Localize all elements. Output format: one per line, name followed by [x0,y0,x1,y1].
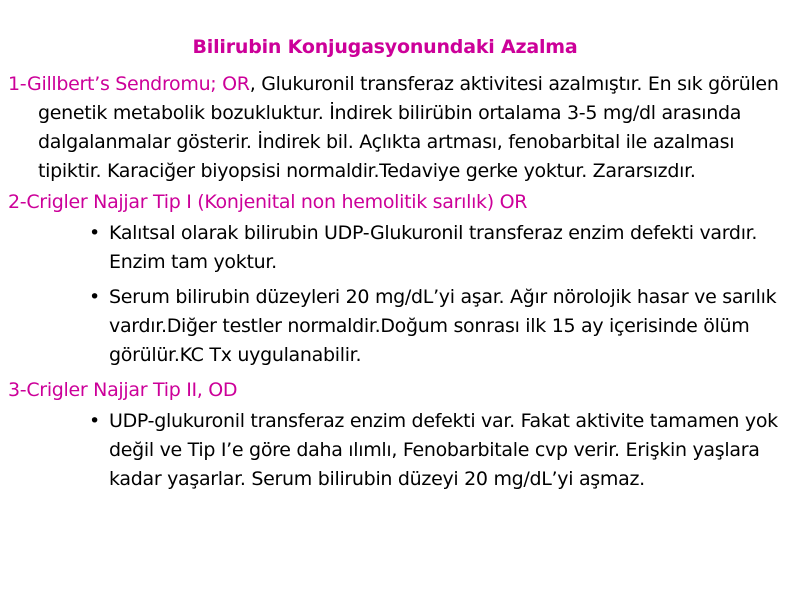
bullet-icon: • [89,286,100,308]
section-crigler-2-heading: 3-Crigler Najjar Tip II, OD [8,379,238,401]
list-item-text: Kalıtsal olarak bilirubin UDP-Glukuronil transferaz enzim defekti vardır. Enzim tam yoktur. [109,222,758,273]
bullet-icon: • [89,410,100,432]
section-crigler-1-heading: 2-Crigler Najjar Tip I (Konjenital non hemolitik sarılık) OR [8,191,528,213]
list-item-text: Serum bilirubin düzeyleri 20 mg/dL’yi aşar. Ağır nörolojik hasar ve sarılık vardır.Diğer testler normaldir.Doğum sonrası ilk 15 ay içerisinde ölüm görülür.KC Tx uygulanabilir. [109,286,777,366]
section-gilbert-heading: 1-Gillbert’s Sendromu; OR [8,73,250,95]
list-item [8,283,792,370]
list-item-text: UDP-glukuronil transferaz enzim defekti var. Fakat aktivite tamamen yok değil ve Tip I’e göre daha ılımlı, Fenobarbitale cvp verir. Erişkin yaşlara kadar yaşarlar. Serum bilirubin düzeyi 20 mg/dL’yi aşmaz. [109,410,778,490]
list-item [8,219,792,277]
section-gilbert [8,70,792,186]
section-crigler-2-list [8,407,792,494]
section-crigler-1-list [8,219,792,370]
list-item [8,407,792,494]
slide-title: Bilirubin Konjugasyonundaki Azalma [192,36,578,58]
section-gilbert-text: , Glukuronil transferaz aktivitesi azalmıştır. En sık görülen genetik metabolik bozukluktur. İndirek bilirübin ortalama 3-5 mg/dl arasında dalgalanmalar gösterir. İndirek bil. Açlıkta artması, fenobarbital ile azalması tipiktir. Karaciğer biyopsisi normaldir.Tedaviye gerke yoktur. Zararsızdır. [38,73,779,182]
bullet-icon: • [89,222,100,244]
slide-content [8,70,792,500]
